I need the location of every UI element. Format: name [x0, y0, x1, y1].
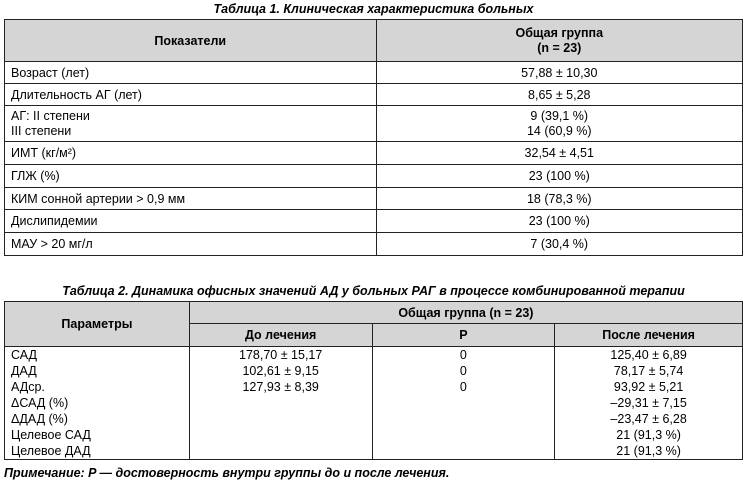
- param-cell: Целевое САД: [5, 427, 190, 443]
- row-value: 23 (100 %): [376, 210, 742, 233]
- row-label: КИМ сонной артерии > 0,9 мм: [5, 188, 377, 210]
- row-value: 8,65 ± 5,28: [376, 84, 742, 106]
- table2: [4, 301, 743, 460]
- after-cell: 93,92 ± 5,21: [555, 379, 743, 395]
- row-value: [376, 106, 742, 142]
- table2-header-before: До лечения: [189, 324, 372, 347]
- param-cell: Целевое ДАД: [5, 443, 190, 460]
- table-row: [5, 379, 743, 395]
- after-cell: 125,40 ± 6,89: [555, 347, 743, 363]
- table2-header-row-1: [5, 302, 743, 324]
- before-cell: 178,70 ± 15,17: [189, 347, 372, 363]
- param-cell: АДср.: [5, 379, 190, 395]
- p-cell: [372, 443, 555, 460]
- after-cell: 21 (91,3 %): [555, 443, 743, 460]
- after-cell: –23,47 ± 6,28: [555, 411, 743, 427]
- table-row: [5, 411, 743, 427]
- row-value: 18 (78,3 %): [376, 188, 742, 210]
- before-cell: [189, 427, 372, 443]
- table1-header-group: [376, 20, 742, 62]
- param-cell: ΔДАД (%): [5, 411, 190, 427]
- table-row: [5, 427, 743, 443]
- row-value: 23 (100 %): [376, 165, 742, 188]
- row-label: Дислипидемии: [5, 210, 377, 233]
- table-row: [5, 142, 743, 165]
- table1-header-group-line2: (n = 23): [537, 40, 582, 55]
- row-value-line1: 9 (39,1 %): [530, 108, 589, 123]
- table-row: [5, 347, 743, 363]
- before-cell: 127,93 ± 8,39: [189, 379, 372, 395]
- p-cell: 0: [372, 347, 555, 363]
- row-label: Длительность АГ (лет): [5, 84, 377, 106]
- p-cell: [372, 427, 555, 443]
- row-label: [5, 106, 377, 142]
- table1-header-indicator: Показатели: [5, 20, 377, 62]
- p-cell: [372, 395, 555, 411]
- row-label-line1: АГ: II степени: [11, 108, 90, 123]
- p-cell: [372, 411, 555, 427]
- table-row: [5, 395, 743, 411]
- before-cell: [189, 395, 372, 411]
- after-cell: 78,17 ± 5,74: [555, 363, 743, 379]
- table2-header-p: P: [372, 324, 555, 347]
- param-cell: ДАД: [5, 363, 190, 379]
- table-row: [5, 106, 743, 142]
- before-cell: [189, 411, 372, 427]
- row-value-line2: 14 (60,9 %): [526, 123, 592, 138]
- table1: [4, 19, 743, 256]
- table-row: [5, 443, 743, 460]
- row-label-line2: III степени: [11, 123, 72, 138]
- table2-header-params: Параметры: [5, 302, 190, 347]
- row-label: Возраст (лет): [5, 62, 377, 84]
- table1-caption: Таблица 1. Клиническая характеристика больных: [213, 2, 534, 16]
- table1-header-group-line1: Общая группа: [515, 25, 604, 40]
- table1-header-row: [5, 20, 743, 62]
- before-cell: [189, 443, 372, 460]
- row-label: МАУ > 20 мг/л: [5, 233, 377, 256]
- row-label: ИМТ (кг/м²): [5, 142, 377, 165]
- param-cell: САД: [5, 347, 190, 363]
- footnote: Примечание: P — достоверность внутри группы до и после лечения.: [4, 466, 450, 480]
- row-label: ГЛЖ (%): [5, 165, 377, 188]
- table2-caption: Таблица 2. Динамика офисных значений АД у больных РАГ в процессе комбинированной терапии: [62, 284, 685, 298]
- before-cell: 102,61 ± 9,15: [189, 363, 372, 379]
- param-cell: ΔСАД (%): [5, 395, 190, 411]
- after-cell: 21 (91,3 %): [555, 427, 743, 443]
- row-value: 57,88 ± 10,30: [376, 62, 742, 84]
- row-value: 7 (30,4 %): [376, 233, 742, 256]
- table-row: [5, 84, 743, 106]
- table-row: [5, 62, 743, 84]
- table2-header-group: Общая группа (n = 23): [189, 302, 742, 324]
- table-row: [5, 363, 743, 379]
- table-row: [5, 188, 743, 210]
- p-cell: 0: [372, 363, 555, 379]
- p-cell: 0: [372, 379, 555, 395]
- table-row: [5, 165, 743, 188]
- table-row: [5, 233, 743, 256]
- table2-header-after: После лечения: [555, 324, 743, 347]
- after-cell: –29,31 ± 7,15: [555, 395, 743, 411]
- row-value: 32,54 ± 4,51: [376, 142, 742, 165]
- table-row: [5, 210, 743, 233]
